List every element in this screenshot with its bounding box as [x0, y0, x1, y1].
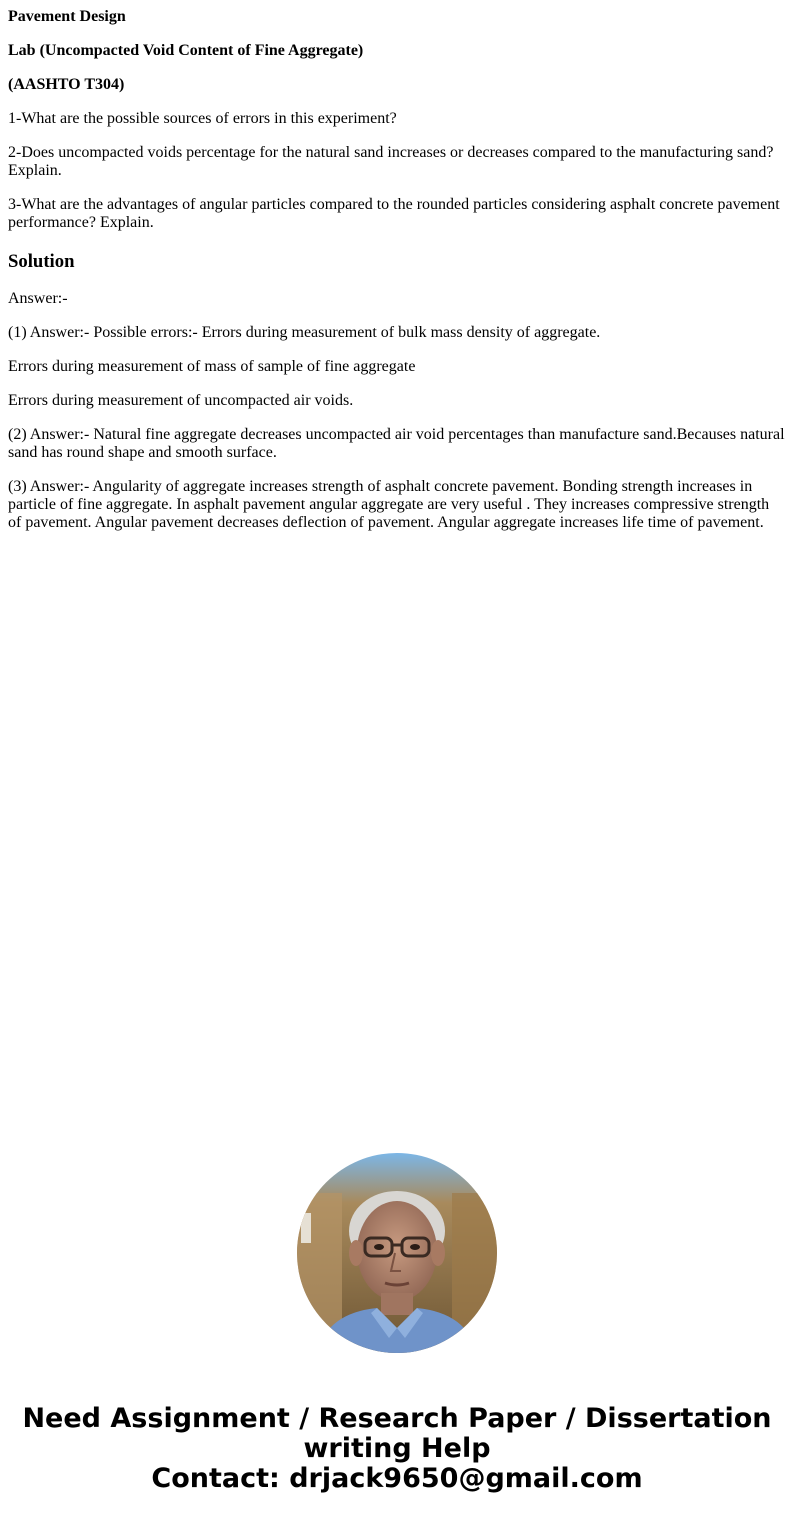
answer-1-error-2: Errors during measurement of mass of sample of fine aggregate	[8, 358, 416, 375]
answer-2: (2) Answer:- Natural fine aggregate decreases uncompacted air void percentages than manufacture sand.Becauses natural sand has round shape and smooth surface.	[8, 426, 785, 461]
person-portrait-icon	[297, 1153, 497, 1353]
standard-reference: (AASHTO T304)	[8, 76, 125, 93]
solution-heading: Solution	[8, 251, 75, 272]
document-body	[8, 8, 786, 548]
question-2: 2-Does uncompacted voids percentage for the natural sand increases or decreases compared to the manufacturing sand? Explain.	[8, 144, 774, 179]
course-title: Pavement Design	[8, 8, 126, 25]
promo-line-1: Need Assignment / Research Paper / Dissertation	[22, 1403, 772, 1434]
lab-title: Lab (Uncompacted Void Content of Fine Aggregate)	[8, 42, 364, 59]
author-avatar	[297, 1153, 497, 1353]
promo-banner	[0, 1404, 794, 1494]
question-3: 3-What are the advantages of angular particles compared to the rounded particles considering asphalt concrete pavement performance? Explain.	[8, 196, 780, 231]
question-1: 1-What are the possible sources of errors in this experiment?	[8, 110, 397, 127]
answer-3: (3) Answer:- Angularity of aggregate increases strength of asphalt concrete pavement. Bonding strength increases in particle of fine aggregate. In asphalt pavement angular aggregate are very useful . They increases compressive strength of pavement. Angular pavement decreases deflection of pavement. Angular aggregate increases life time of pavement.	[8, 478, 770, 531]
answer-intro: Answer:-	[8, 290, 68, 307]
promo-line-2: writing Help	[303, 1433, 491, 1464]
answer-1: (1) Answer:- Possible errors:- Errors during measurement of bulk mass density of aggregate.	[8, 324, 601, 341]
answer-1-error-3: Errors during measurement of uncompacted air voids.	[8, 392, 354, 409]
promo-contact: Contact: drjack9650@gmail.com	[151, 1463, 643, 1494]
